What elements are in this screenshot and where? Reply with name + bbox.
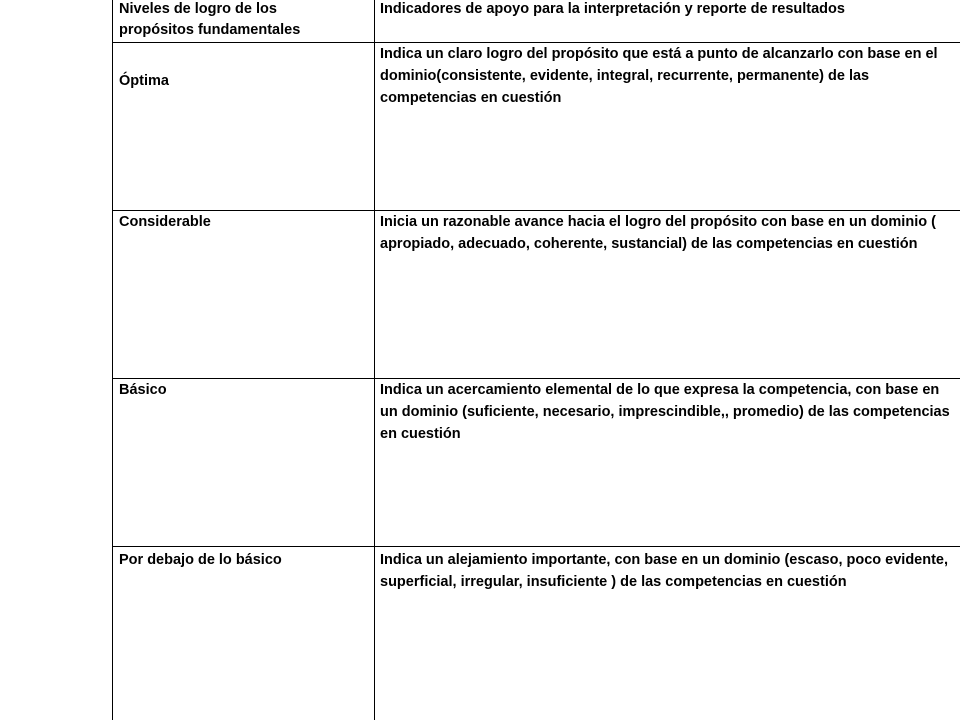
indicator-basico: Indica un acercamiento elemental de lo que expresa la competencia, con base en un dominio (suficiente, necesario, imprescindible,, promedio) de las competencias en cuestión (380, 382, 950, 442)
row-divider (112, 546, 960, 547)
table-left-border (112, 0, 113, 720)
header-indicator: Indicadores de apoyo para la interpretación y reporte de resultados (380, 1, 845, 17)
indicator-optima: Indica un claro logro del propósito que está a punto de alcanzarlo con base en el dominio(consistente, evidente, integral, recurrente, permanente) de las competencias en cuestión (380, 46, 938, 106)
levels-table (112, 0, 960, 720)
indicator-por-debajo: Indica un alejamiento importante, con base en un dominio (escaso, poco evidente, superficial, irregular, insuficiente ) de las competencias en cuestión (380, 552, 949, 590)
column-divider (374, 0, 375, 720)
level-optima: Óptima (119, 73, 169, 89)
level-por-debajo: Por debajo de lo básico (119, 552, 282, 568)
header-level: Niveles de logro de los propósitos fundamentales (119, 1, 301, 38)
indicator-considerable: Inicia un razonable avance hacia el logro del propósito con base en un dominio ( apropiado, adecuado, coherente, sustancial) de las competencias en cuestión (380, 214, 936, 252)
level-basico: Básico (119, 382, 167, 398)
level-considerable: Considerable (119, 214, 211, 230)
